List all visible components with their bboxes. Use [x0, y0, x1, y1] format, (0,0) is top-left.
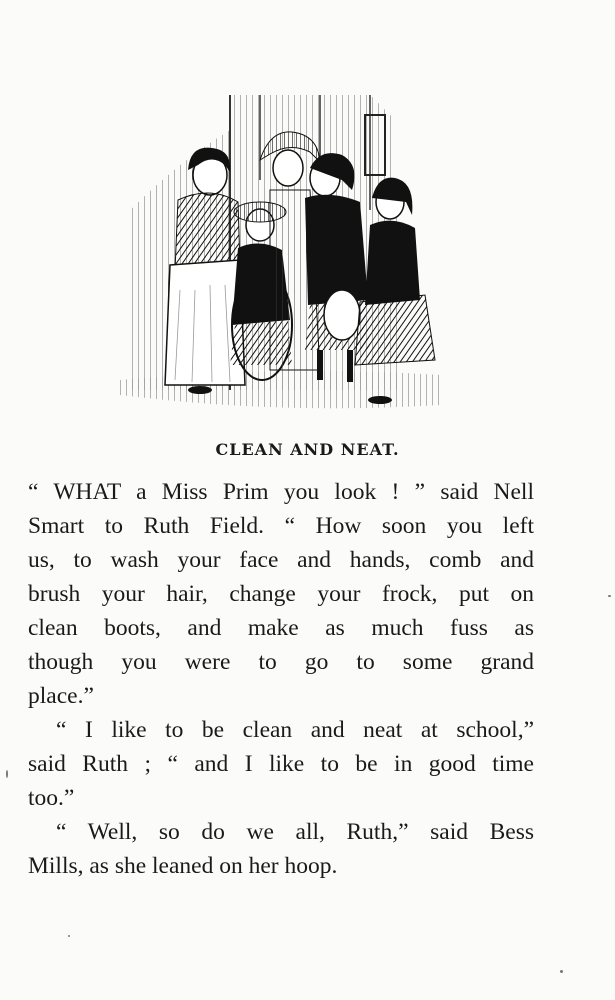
paper-speck	[6, 770, 8, 778]
text-line: too.”	[28, 785, 75, 811]
text-line: “ I like to be clean and neat at school,”	[56, 717, 534, 743]
text-line: Smart to Ruth Field. “ How soon you left	[28, 513, 534, 539]
paragraph	[28, 815, 534, 883]
text-line: brush your hair, change your frock, put on	[28, 581, 534, 607]
text-line: “ WHAT a Miss Prim you look ! ” said Nell	[28, 479, 534, 505]
text-line: place.”	[28, 683, 94, 709]
chapter-heading: CLEAN AND NEAT.	[215, 440, 400, 459]
engraving-illustration	[120, 90, 445, 420]
text-line: though you were to go to some grand	[28, 649, 534, 675]
paper-speck	[608, 595, 611, 597]
body-text	[28, 475, 534, 883]
text-line: us, to wash your face and hands, comb and	[28, 547, 534, 573]
paragraph	[28, 713, 534, 815]
paper-speck	[560, 970, 563, 973]
paragraph	[28, 475, 534, 713]
text-line: Mills, as she leaned on her hoop.	[28, 853, 338, 879]
text-line: clean boots, and make as much fuss as	[28, 615, 534, 641]
paper-speck	[68, 935, 70, 937]
text-line: said Ruth ; “ and I like to be in good time	[28, 751, 534, 777]
text-line: “ Well, so do we all, Ruth,” said Bess	[56, 819, 534, 845]
